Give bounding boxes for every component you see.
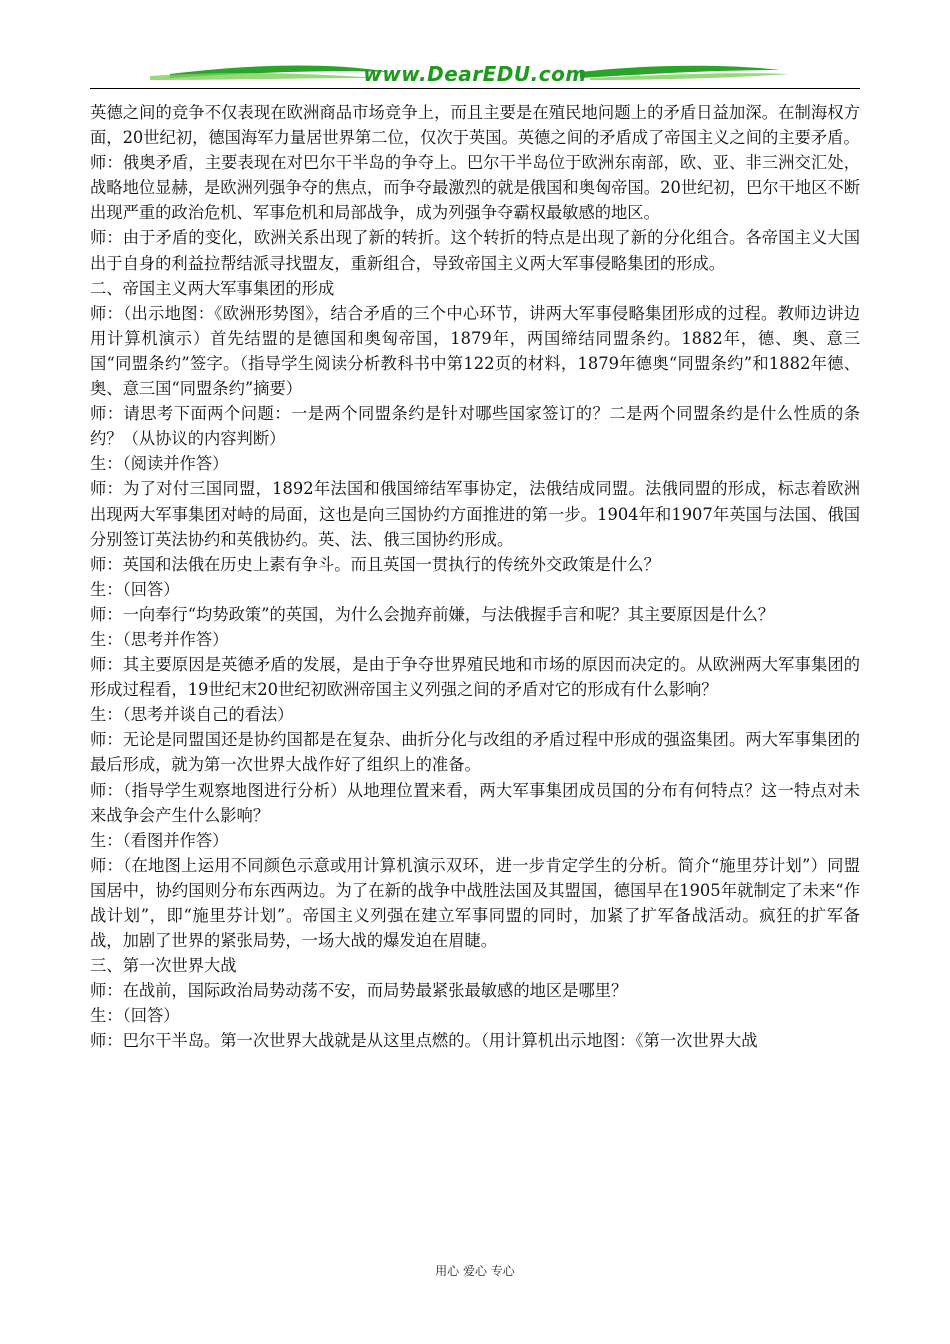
paragraph: 师：（出示地图：《欧洲形势图》，结合矛盾的三个中心环节，讲两大军事侵略集团形成的过程。教师边讲边用计算机演示）首先结盟的是德国和奥匈帝国，1879年，两国缔结同盟条约。1882年，德、奥、意三国“同盟条约”签字。（指导学生阅读分析教科书中第122页的材料，1879年德奥“同盟条约”和1882年德、奥、意三国“同盟条约”摘要）	[90, 303, 860, 399]
paragraph: 师：（在地图上运用不同颜色示意或用计算机演示双环，进一步肯定学生的分析。简介“施里芬计划”）同盟国居中，协约国则分布东西两边。为了在新的战争中战胜法国及其盟国，德国早在1905年就制定了未来“作战计划”，即“施里芬计划”。帝国主义列强在建立军事同盟的同时，加紧了扩军备战活动。疯狂的扩军备战，加剧了世界的紧张局势，一场大战的爆发迫在眉睫。	[90, 855, 860, 951]
paragraph: 英德之间的竞争不仅表现在欧洲商品市场竞争上，而且主要是在殖民地问题上的矛盾日益加深。在制海权方面，20世纪初，德国海军力量居世界第二位，仅次于英国。英德之间的矛盾成了帝国主义之间的主要矛盾。	[90, 103, 860, 148]
page-header	[90, 56, 860, 92]
section-heading: 三、第一次世界大战	[90, 956, 237, 976]
site-brand: www.DearEDU.com	[363, 62, 587, 86]
paragraph: 师：英国和法俄在历史上素有争斗。而且英国一贯执行的传统外交政策是什么？	[90, 554, 660, 574]
paragraph: 生：（思考并作答）	[90, 629, 229, 649]
header-divider	[90, 88, 860, 89]
paragraph: 师：巴尔干半岛。第一次世界大战就是从这里点燃的。（用计算机出示地图：《第一次世界大战	[90, 1031, 758, 1051]
paragraph: 师：其主要原因是英德矛盾的发展，是由于争夺世界殖民地和市场的原因而决定的。从欧洲两大军事集团的形成过程看，19世纪末20世纪初欧洲帝国主义列强之间的矛盾对它的形成有什么影响？	[90, 655, 860, 700]
paragraph: 师：由于矛盾的变化，欧洲关系出现了新的转折。这个转折的特点是出现了新的分化组合。各帝国主义大国出于自身的利益拉帮结派寻找盟友，重新组合，导致帝国主义两大军事侵略集团的形成。	[90, 228, 860, 273]
paragraph: 师：一向奉行“均势政策”的英国，为什么会抛弃前嫌，与法俄握手言和呢？其主要原因是什么？	[90, 604, 775, 624]
paragraph: 师：在战前，国际政治局势动荡不安，而局势最紧张最敏感的地区是哪里？	[90, 981, 628, 1001]
document-body	[90, 100, 860, 1054]
page-footer: 用心 爱心 专心	[435, 1264, 515, 1278]
section-heading: 二、帝国主义两大军事集团的形成	[90, 278, 335, 298]
paragraph: 师：（指导学生观察地图进行分析）从地理位置来看，两大军事集团成员国的分布有何特点？这一特点对未来战争会产生什么影响？	[90, 780, 860, 825]
paragraph: 师：请思考下面两个问题：一是两个同盟条约是针对哪些国家签订的？二是两个同盟条约是什么性质的条约？（从协议的内容判断）	[90, 404, 860, 449]
paragraph: 生：（阅读并作答）	[90, 454, 229, 474]
paragraph: 师：无论是同盟国还是协约国都是在复杂、曲折分化与改组的矛盾过程中形成的强盗集团。两大军事集团的最后形成，就为第一次世界大战作好了组织上的准备。	[90, 730, 860, 775]
paragraph: 师：为了对付三国同盟，1892年法国和俄国缔结军事协定，法俄结成同盟。法俄同盟的形成，标志着欧洲出现两大军事集团对峙的局面，这也是向三国协约方面推进的第一步。1904年和1907年英国与法国、俄国分别签订英法协约和英俄协约。英、法、俄三国协约形成。	[90, 479, 860, 549]
paragraph: 师：俄奥矛盾，主要表现在对巴尔干半岛的争夺上。巴尔干半岛位于欧洲东南部，欧、亚、非三洲交汇处，战略地位显赫，是欧洲列强争夺的焦点，而争夺最激烈的就是俄国和奥匈帝国。20世纪初，巴尔干地区不断出现严重的政治危机、军事危机和局部战争，成为列强争夺霸权最敏感的地区。	[90, 153, 860, 223]
paragraph: 生：（回答）	[90, 579, 180, 599]
paragraph: 生：（思考并谈自己的看法）	[90, 705, 294, 725]
paragraph: 生：（看图并作答）	[90, 830, 229, 850]
paragraph: 生：（回答）	[90, 1006, 180, 1026]
